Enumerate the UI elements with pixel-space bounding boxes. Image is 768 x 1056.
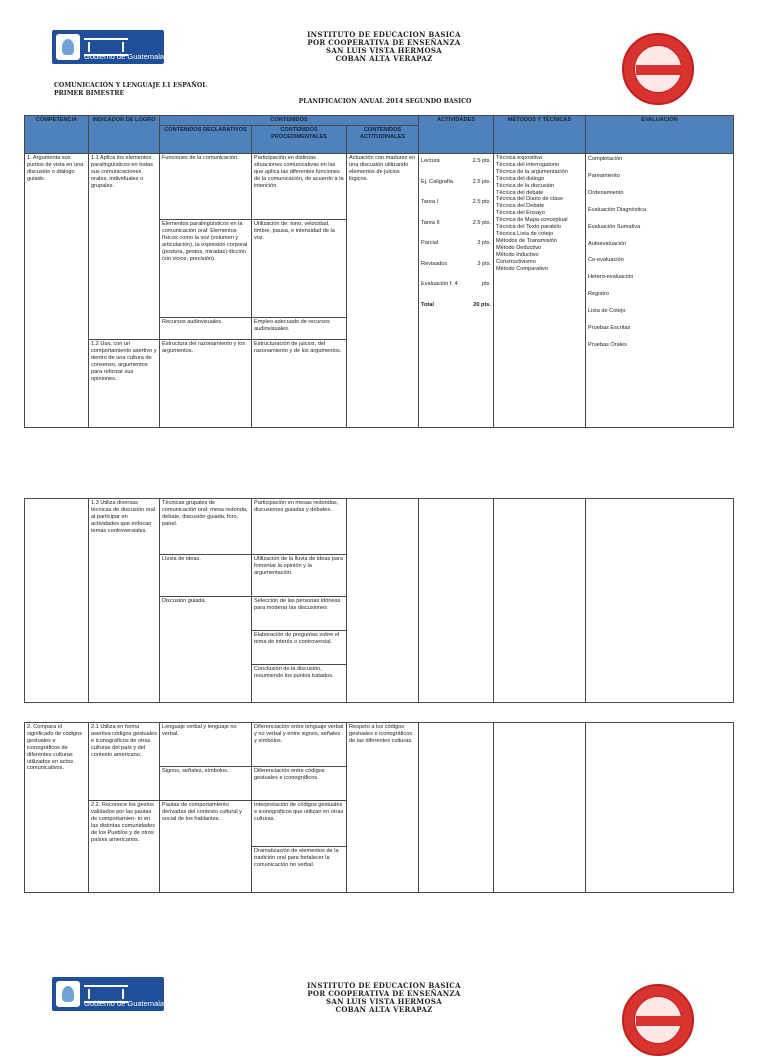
institute-line: POR COOPERATIVA DE ENSEÑANZA — [307, 38, 461, 47]
coat-of-arms-icon — [56, 981, 80, 1007]
activity-row — [421, 240, 491, 261]
logo-text: Gobierno de Guatemala — [84, 999, 165, 1008]
planning-table-1 — [24, 115, 734, 428]
activity-row — [421, 179, 491, 200]
procedimental-cell: Participación en distintas situaciones comunicativas en las que aplica las diferentes funciones de la comunicación, de acuerdo a la intención. — [252, 154, 347, 220]
indicador-cell: 1.2 Usa, con un comportamiento asertivo y dentro de una cultura de consenso, argumentos para reforzar sus opiniones. — [89, 340, 160, 428]
evaluation-item: Pruebas Orales — [588, 341, 627, 348]
method-item: Técnica de Mapa conceptual — [496, 217, 568, 224]
declarativo-cell: Estructura del razonamiento y los argumentos. — [160, 340, 252, 428]
evaluation-item: Hetero-evaluación — [588, 274, 634, 281]
competencia-cell — [25, 499, 89, 703]
declarativo-cell: Técnicas grupales de comunicación oral: mesa redonda, debate, discusión guiada, foro, panel. — [160, 499, 252, 555]
activity-row — [421, 281, 491, 302]
method-item: Técnica del Texto paralelo — [496, 224, 561, 231]
procedimental-cell: Estructuración de juicios, del razonamiento y de los argumentos. — [252, 340, 347, 428]
evaluation-item: Ordenamiento — [588, 189, 624, 196]
institute-line: COBAN ALTA VERAPAZ — [335, 1005, 433, 1014]
header-competencia: COMPETENCIA — [25, 116, 89, 154]
activity-name: Ej. Caligrafía — [421, 178, 454, 185]
method-item: Técnica del Ensayo — [496, 210, 545, 217]
method-item: Técnica del Diario de clase — [496, 196, 564, 203]
method-item: Técnica del Debate — [496, 203, 545, 210]
declarativo-cell: Signos, señales, símbolos. — [160, 767, 252, 801]
declarativo-cell: Pautas de comportamiento derivadas del contexto cultural y social de los hablantes. — [160, 801, 252, 893]
evaluation-item: Registro — [588, 291, 609, 298]
activity-points: 2.5 pts. — [472, 158, 492, 164]
evaluation-item: Evaluación Diagnóstica — [588, 206, 647, 213]
activity-name: Evaluación f. 4 — [421, 281, 458, 287]
government-logo — [52, 977, 164, 1011]
procedimental-cell: Dramatización de elementos de la tradición oral para fortalecer la comunicación no verbal. — [252, 847, 347, 893]
activity-total-row — [421, 302, 491, 323]
method-item: Técnica del interrogatorio — [496, 161, 560, 168]
evaluation-item: Pareamiento — [588, 172, 620, 179]
activity-points: 20 pts. — [473, 301, 492, 308]
method-item: Técnica Lista de cotejo — [496, 230, 554, 237]
evaluation-item: Completación — [588, 156, 623, 162]
activity-points: 3 pts. — [477, 240, 492, 246]
activity-row — [421, 220, 491, 241]
procedimental-cell: Utilización de: tono, velocidad, timbre, pausa, e intensidad de la voz. — [252, 220, 347, 318]
institute-header — [250, 31, 518, 63]
institute-line: INSTITUTO DE EDUCACION BASICA — [307, 30, 461, 39]
activity-points: 2.5 pts. — [472, 178, 492, 185]
activity-name: Tarea II — [421, 219, 440, 226]
activity-name: Revisados — [421, 260, 448, 267]
header-contenidos: CONTENIDOS — [160, 116, 419, 126]
header-indicador: INDICADOR DE LOGRO — [89, 116, 160, 154]
actividades-cell — [419, 499, 494, 703]
method-item: Constructivismo — [496, 258, 536, 265]
header-procedimentales: CONTENIDOS PROCEDIMENTALES — [252, 126, 347, 154]
metodos-cell — [494, 499, 586, 703]
government-logo — [52, 30, 164, 64]
activity-name: Lectura — [421, 158, 440, 164]
activity-row — [421, 199, 491, 220]
course-title — [54, 82, 207, 97]
method-item: Técnica expositiva — [496, 155, 543, 161]
activity-row — [421, 158, 491, 179]
activity-points: 2.5 pts. — [472, 219, 492, 226]
activity-name: Tarea I — [421, 199, 439, 205]
activity-points: 3 pts. — [477, 260, 492, 267]
method-item: Técnica de la discusión — [496, 182, 555, 189]
evaluacion-cell — [586, 723, 734, 893]
planning-table-3 — [24, 722, 734, 893]
plan-title: PLANIFICACION ANUAL 2014 SEGUNDO BASICO — [298, 98, 472, 105]
header-declarativos: CONTENIDOS DECLARATIVOS — [160, 126, 252, 154]
procedimental-cell: Participación en mesas redondas, discusiones guiadas y debates. — [252, 499, 347, 555]
school-seal-icon — [622, 33, 694, 105]
actitudinal-cell: Actuación con madurez en una discusión utilizando elementos de juicios lógicos. — [347, 154, 419, 428]
institute-line: INSTITUTO DE EDUCACION BASICA — [307, 981, 461, 990]
metodos-cell — [494, 154, 586, 428]
activity-points: pts. — [481, 281, 492, 287]
planning-table-2 — [24, 498, 734, 703]
actitudinal-cell: Respeto a los códigos gestuales e iconográficos de las diferentes culturas. — [347, 723, 419, 893]
declarativo-cell: Elementos paralingüísticos en la comunicación oral: Elementos físicos como la voz (volumen y articulación), la expresión corporal (postura, gestos, miradas) dicción (sin vicios, precisión). — [160, 220, 252, 318]
coat-of-arms-icon — [56, 34, 80, 60]
evaluation-item: Autoevaluación — [588, 240, 627, 247]
institute-line: COBAN ALTA VERAPAZ — [335, 54, 433, 63]
actividades-cell — [419, 154, 494, 428]
declarativo-cell: Discusión guiada. — [160, 597, 252, 703]
method-item: Técnica de la argumentación — [496, 168, 568, 175]
indicador-cell: 1.1 Aplica los elementos paralingüísticos en todas sus comunicaciones orales, individuales o grupales. — [89, 154, 160, 340]
procedimental-cell: Diferenciación entre códigos gestuales e iconográficos. — [252, 767, 347, 801]
procedimental-cell: Interpretación de códigos gestuales e iconográficos que utilizan en otras culturas. — [252, 801, 347, 847]
evaluation-item: Evaluación Sumativa — [588, 223, 641, 230]
declarativo-cell: Recursos audiovisuales. — [160, 318, 252, 340]
evaluation-item: Co-evaluación — [588, 257, 624, 264]
term-name: PRIMER BIMESTRE — [54, 89, 125, 97]
actitudinal-cell — [347, 499, 419, 703]
method-item: Técnica del diálogo — [496, 175, 545, 182]
evaluation-item: Lista de Cotejo — [588, 308, 626, 315]
seal-band — [636, 65, 684, 75]
procedimental-cell: Utilización de la lluvia de ideas para fomentar la opinión y la argumentación. — [252, 555, 347, 597]
evaluation-item: Pruebas Escritas — [588, 325, 631, 332]
institute-line: SAN LUIS VISTA HERMOSA — [326, 997, 442, 1006]
activity-name: Total — [421, 301, 434, 308]
header-actitudinales: CONTENIDOS ACTITUDINALES — [347, 126, 419, 154]
seal-band — [636, 1016, 684, 1026]
declarativo-cell: Funciones de la comunicación. — [160, 154, 252, 220]
institute-line: SAN LUIS VISTA HERMOSA — [326, 46, 442, 55]
declarativo-cell: Lenguaje verbal y lenguaje no verbal. — [160, 723, 252, 767]
method-item: Métodos de Transmisión — [496, 237, 557, 244]
procedimental-cell: Conclusión de la discusión, resumiendo los puntos tratados. — [252, 665, 347, 703]
school-seal-icon — [622, 984, 694, 1056]
indicador-cell: 2.1 Utiliza en forma asertiva códigos gestuales e iconográficos de otras culturas del país y del contexto americano. — [89, 723, 160, 801]
course-name: COMUNICACIÓN Y LENGUAJE L1 ESPAÑOL — [54, 82, 207, 89]
procedimental-cell: Elaboración de preguntas sobre el tema de interés o controversial. — [252, 631, 347, 665]
method-item: Método Inductivo — [496, 251, 539, 258]
actividades-cell — [419, 723, 494, 893]
indicador-cell: 1.3 Utiliza diversas técnicas de discusión oral al participar en actividades que enfocan temas controversiales. — [89, 499, 160, 703]
competencia-cell: 1. Argumenta sus puntos de vista en una discusión o diálogo guiado. — [25, 154, 89, 428]
procedimental-cell: Empleo adecuado de recursos audiovisuales. — [252, 318, 347, 340]
header-metodos: MÉTODOS Y TÉCNICAS — [494, 116, 586, 154]
indicador-cell: 2.2. Reconoce los gestos validados por las pautas de comportamien- to en las distintas comunidades de los Pueblos y de otros países americanos. — [89, 801, 160, 893]
evaluacion-cell — [586, 499, 734, 703]
logo-text: Gobierno de Guatemala — [84, 52, 165, 61]
procedimental-cell: Selección de las personas idóneas para moderar las discusiones — [252, 597, 347, 631]
activity-points: 2.5 pts. — [472, 199, 492, 205]
institute-line: POR COOPERATIVA DE ENSEÑANZA — [307, 989, 461, 998]
metodos-cell — [494, 723, 586, 893]
activity-name: Parcial — [421, 240, 439, 246]
header-actividades: ACTIVIDADES — [419, 116, 494, 154]
institute-header — [250, 982, 518, 1014]
method-item: Técnica del debate — [496, 189, 544, 196]
method-item: Método Comparativo — [496, 265, 548, 272]
procedimental-cell: Diferenciación entre lenguaje verbal y no verbal y entre signos, señales y símbolos. — [252, 723, 347, 767]
evaluacion-cell — [586, 154, 734, 428]
activity-row — [421, 261, 491, 282]
method-item: Método Deductivo — [496, 244, 542, 251]
header-evaluacion: EVALUACIÓN — [586, 116, 734, 154]
declarativo-cell: Lluvia de ideas. — [160, 555, 252, 597]
competencia-cell: 2. Compara el significado de códigos gestuales e iconográficos de diferentes culturas utilizados en actos comunicativos. — [25, 723, 89, 893]
